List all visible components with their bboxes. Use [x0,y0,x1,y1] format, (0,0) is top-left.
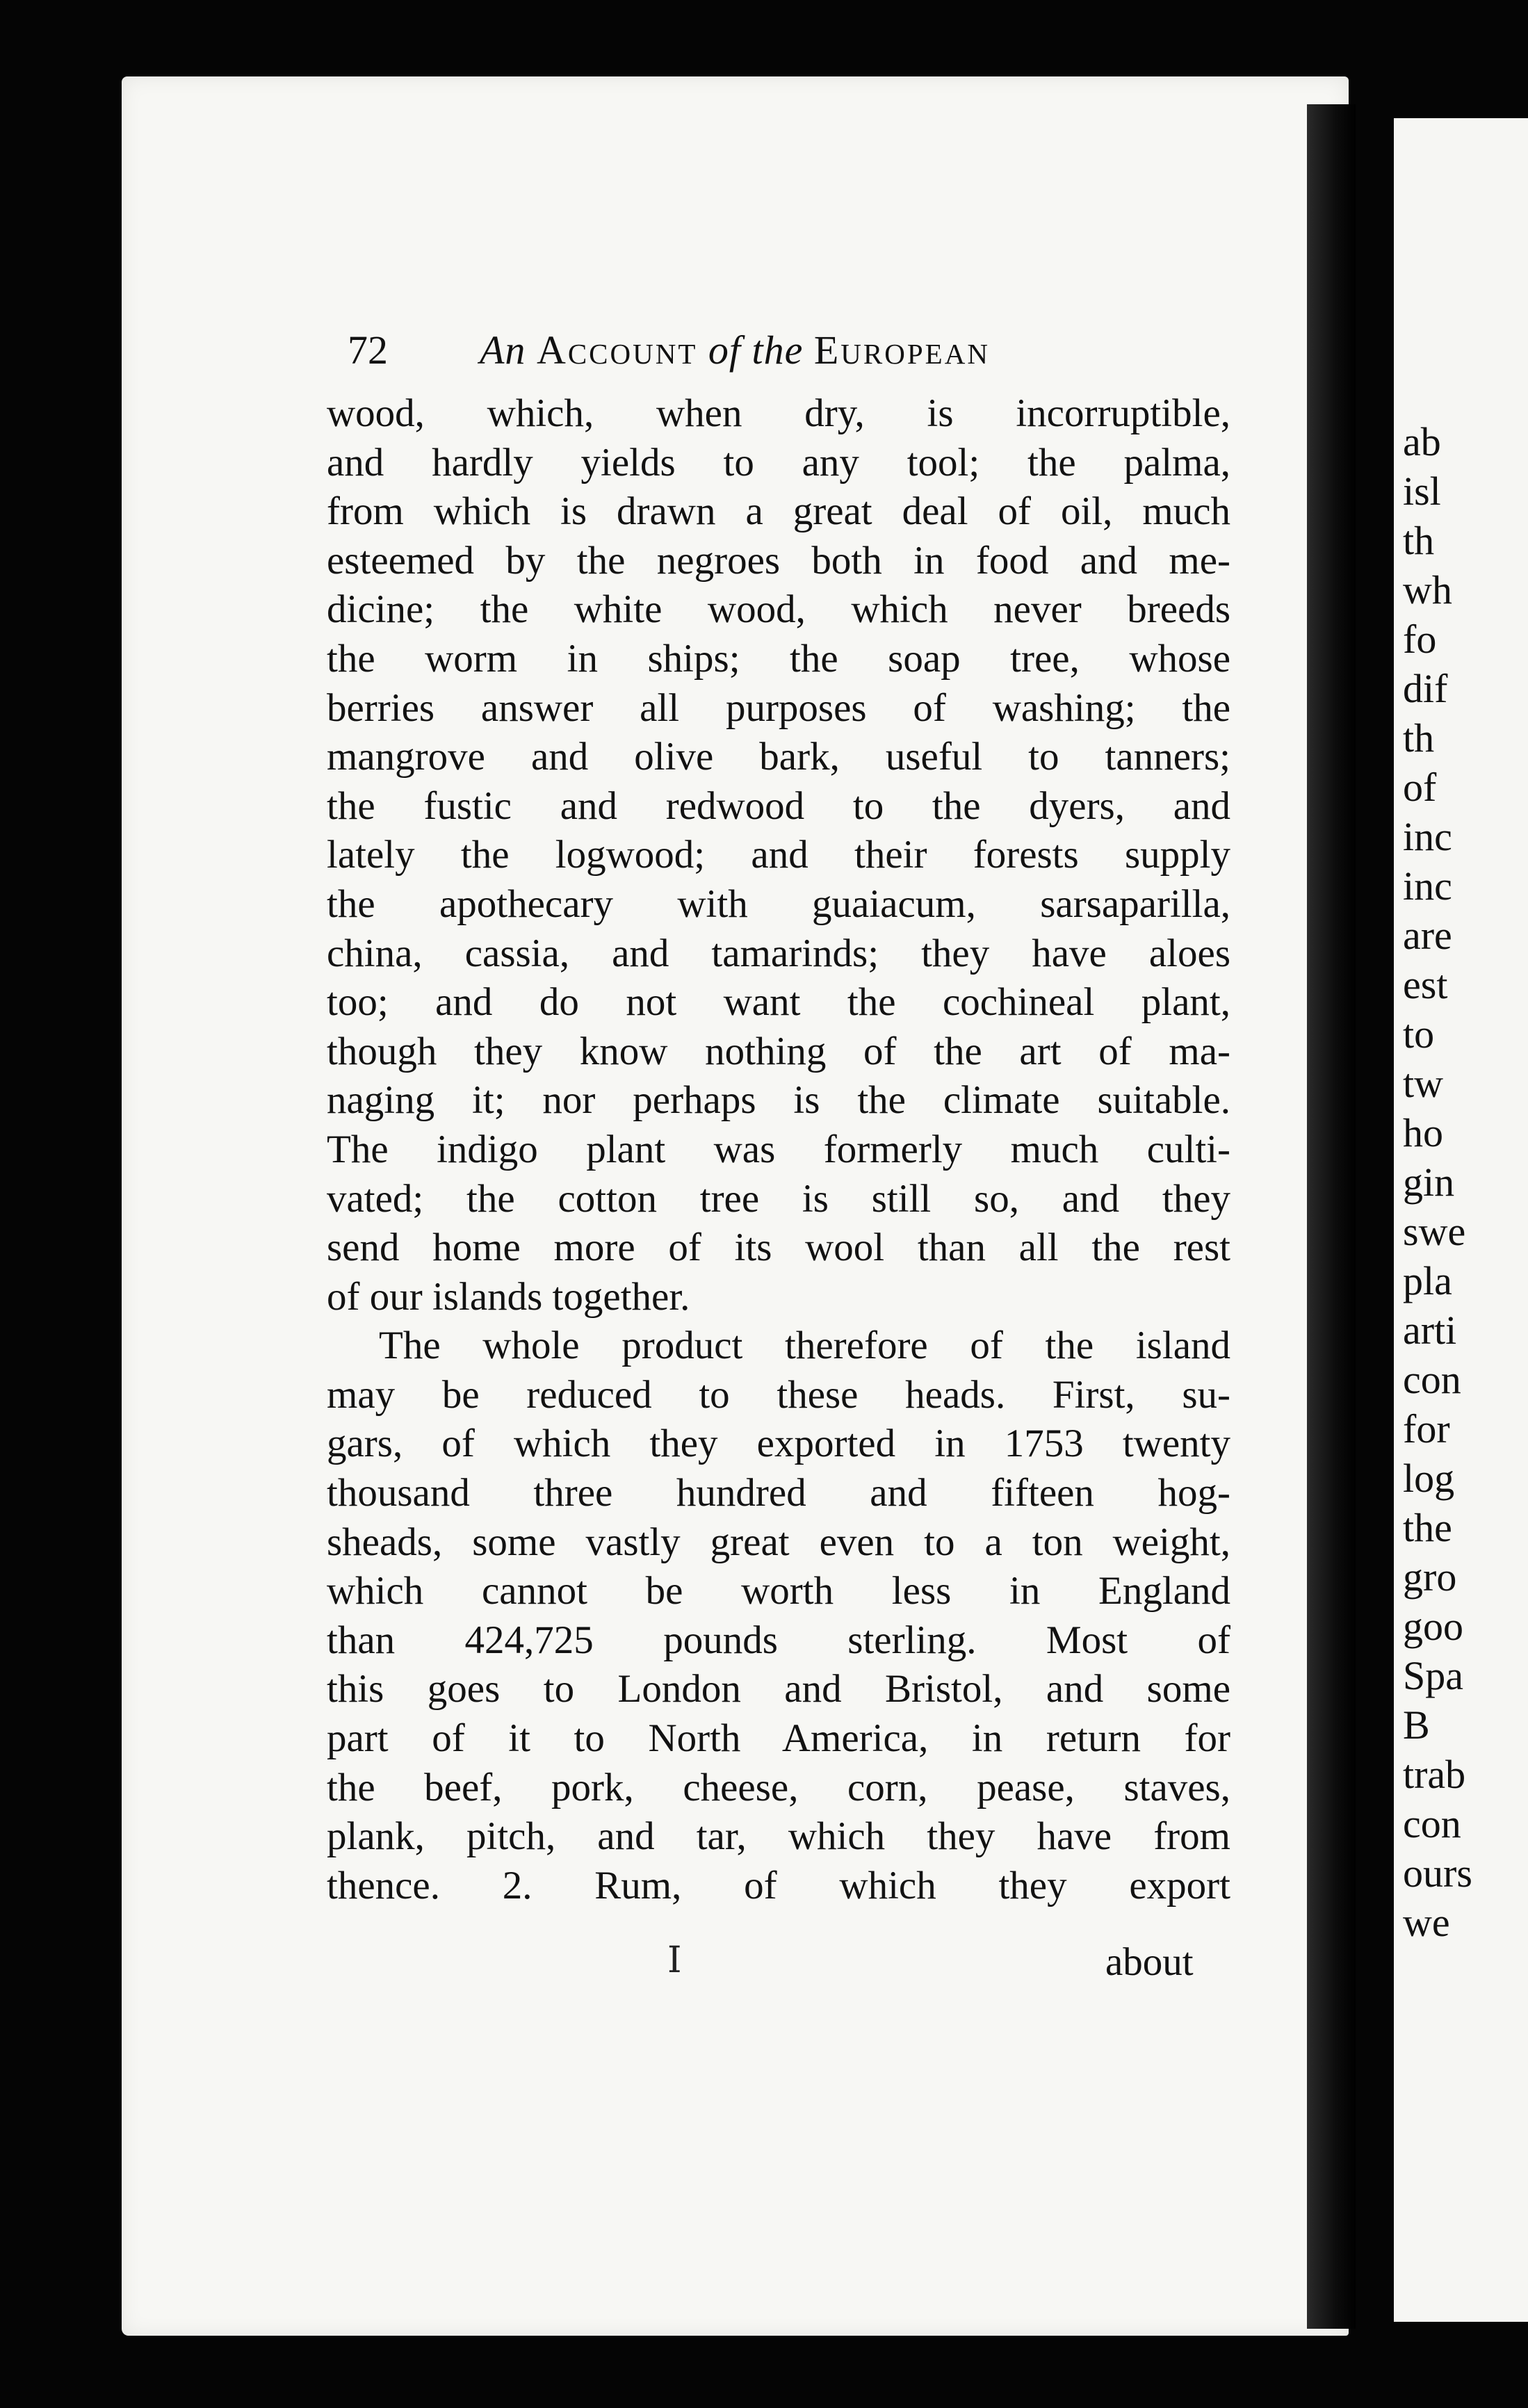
text-line: send home more of its wool than all the rest [327,1226,1230,1270]
right-page-fragment-line: arti [1403,1308,1457,1353]
body-text [327,389,1230,1910]
text-line: of our islands together. [327,1274,690,1319]
text-line: may be reduced to these heads. First, su- [327,1372,1230,1417]
right-page-fragment-line: dif [1403,666,1448,711]
running-head-word1: Account [536,327,698,373]
text-line: dicine; the white wood, which never breeds [327,587,1230,632]
text-line: sheads, some vastly great even to a ton weight, [327,1520,1230,1564]
text-line: this goes to London and Bristol, and some [327,1667,1230,1711]
running-head-the: the [751,327,804,373]
text-line: china, cassia, and tamarinds; they have aloes [327,931,1230,975]
text-line: too; and do not want the cochineal plant, [327,980,1230,1025]
signature-mark: I [667,1939,682,1981]
text-line: esteemed by the negroes both in food and me- [327,538,1230,583]
text-line: part of it to North America, in return for [327,1716,1230,1761]
right-page-fragment-line: pla [1403,1258,1452,1303]
right-page-fragment-line: of [1403,765,1437,810]
right-page-fragment-line: wh [1403,567,1452,612]
right-page-fragment-line: trab [1403,1752,1466,1797]
running-head-prefix: An [480,327,526,373]
right-page-fragment-line: th [1403,518,1435,563]
text-line: which cannot be worth less in England [327,1569,1230,1613]
right-page-fragment-line: Spa [1403,1653,1463,1698]
text-line: than 424,725 pounds sterling. Most of [327,1618,1230,1662]
text-line: the beef, pork, cheese, corn, pease, staves, [327,1765,1230,1809]
text-line: and hardly yields to any tool; the palma, [327,440,1230,485]
right-page-fragment-line: the [1403,1505,1452,1550]
right-page-fragment-line: tw [1403,1061,1443,1106]
text-line: lately the logwood; and their forests supply [327,833,1230,877]
right-page-fragment-line: inc [1403,814,1452,859]
right-page-fragment-line: ab [1403,419,1441,464]
text-line: from which is drawn a great deal of oil, much [327,489,1230,534]
right-page-fragment-line: ho [1403,1110,1443,1155]
right-page-fragment-line: B [1403,1702,1430,1748]
right-page-fragment-line: for [1403,1406,1450,1451]
right-page-fragment-line: ours [1403,1850,1472,1896]
text-line: plank, pitch, and tar, which they have from [327,1814,1230,1859]
text-line: the worm in ships; the soap tree, whose [327,636,1230,681]
text-line: mangrove and olive bark, useful to tanners; [327,735,1230,779]
right-page-fragment-line: th [1403,715,1435,760]
text-line: gars, of which they exported in 1753 twenty [327,1422,1230,1466]
right-page-fragment-line: isl [1403,469,1441,514]
text-line: berries answer all purposes of washing; the [327,685,1230,730]
text-line: thence. 2. Rum, of which they export [327,1863,1230,1907]
right-page-fragment-line: con [1403,1801,1461,1846]
page-header [348,327,1265,382]
right-page-fragment-line: est [1403,962,1448,1007]
text-line: vated; the cotton tree is still so, and they [327,1176,1230,1221]
page-number: 72 [348,327,388,373]
book-gutter [1307,104,1356,2329]
right-page-fragment-line: we [1403,1900,1450,1945]
text-line-paragraph-start: The whole product therefore of the island [379,1324,1230,1368]
text-line: thousand three hundred and fifteen hog- [327,1471,1230,1515]
right-page-fragment-line: are [1403,913,1452,958]
right-page-fragment-line: goo [1403,1604,1463,1649]
text-line: wood, which, when dry, is incorruptible, [327,391,1230,435]
running-head-of: of [708,327,742,373]
right-page-fragment-line: con [1403,1357,1461,1402]
right-page-fragment-line: log [1403,1456,1455,1501]
right-page-fragment-line: gro [1403,1554,1457,1600]
text-line: though they know nothing of the art of ma- [327,1029,1230,1073]
right-page-fragment-line: inc [1403,863,1452,909]
right-page-fragment-line: gin [1403,1160,1455,1205]
right-page-fragment-line: fo [1403,617,1437,662]
right-page-fragment-line: swe [1403,1209,1466,1254]
right-page-fragment [1394,118,1528,2322]
text-line: the apothecary with guaiacum, sarsaparilla, [327,881,1230,926]
catchword: about [1105,1940,1194,1984]
running-head [480,327,990,373]
running-head-word2: European [813,327,990,373]
text-line: naging it; nor perhaps is the climate suitable. [327,1078,1230,1123]
text-line: the fustic and redwood to the dyers, and [327,783,1230,828]
text-line: The indigo plant was formerly much culti- [327,1127,1230,1171]
right-page-fragment-line: to [1403,1011,1435,1057]
